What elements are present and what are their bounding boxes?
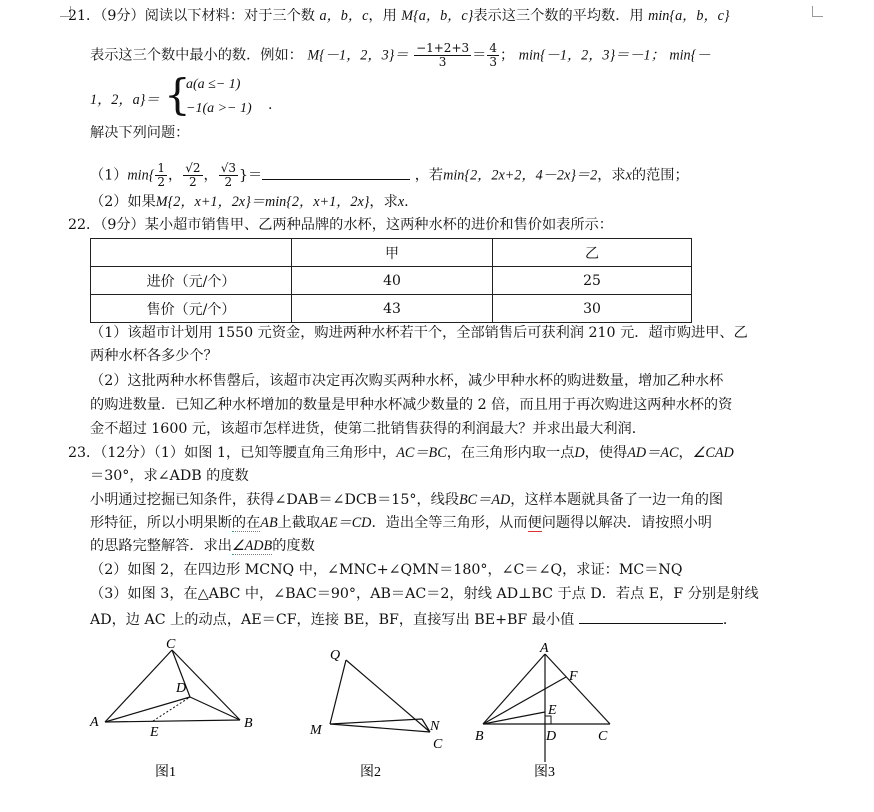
fig1-segment-DB (190, 697, 240, 720)
fig3-label-B: B (475, 729, 484, 744)
table-cell: 40 (292, 267, 493, 295)
fig3-label-E: E (548, 703, 557, 718)
q21-solve: 解决下列问题： (90, 125, 190, 141)
table-cell: 25 (493, 267, 692, 295)
fig2-segment-MQ (330, 660, 346, 724)
table-cell: 进价（元/个） (91, 267, 292, 295)
q23-line7: （3）如图 3，在△ABC 中，∠BAC＝90°，AB＝AC＝2，射线 AD⊥BC 于点 D．若点 E，F 分别是射线 (90, 586, 759, 602)
q22-line1: 22．（9分）某小超市销售甲、乙两种品牌的水杯，这两种水杯的进价和售价如表所示： (68, 217, 613, 233)
q21-part1: （1）min{ $\frac{1}{2}$ ， $\frac{√2}{2}$ ， $\frac{√3}{2}$ }＝ ，若min{2，2x+2，4－2x}＝2，求x的范围； (90, 161, 689, 189)
q23-line6: （2）如图 2，在四边形 MCNQ 中，∠MNC+∠QMN＝180°，∠C＝∠Q，求证：MC＝NQ (90, 562, 683, 578)
table-header-cell: 乙 (493, 239, 692, 267)
fig2-label-Q: Q (330, 648, 341, 663)
fig1-label-E: E (150, 725, 159, 740)
fig2-segment-MC (330, 724, 430, 732)
fig2-label-M: M (310, 723, 322, 738)
q21-ex1-result: $\frac{4}{3}$ (489, 41, 497, 69)
fig1-segment-AC (105, 650, 172, 722)
q21-line3: 1，2，a}＝ (90, 92, 160, 108)
fig2-label-N: N (430, 719, 440, 734)
q21-piecewise-brace: { (164, 70, 191, 119)
q21-line1: 21．（9分）阅读以下材料：对于三个数 a，b，c，用 M{a，b，c}表示这三个数的平均数．用 min{a，b，c} (68, 8, 730, 24)
q22-part2-line1: （2）这批两种水杯售罄后，该超市决定再次购买两种水杯，减少甲种水杯的购进数量，增加乙种水杯 (90, 373, 724, 389)
q23-number: 23． (68, 445, 101, 461)
fig1-caption: 图1 (155, 765, 176, 780)
q22-part2-line2: 的购进数量．已知乙种水杯增加的数量是甲种水杯减少数量的 2 倍，而且用于再次购进这两种水杯的资 (90, 397, 733, 413)
table-row (91, 267, 692, 295)
fig1-dashed-ED (153, 697, 190, 721)
q23-line8: AD，边 AC 上的动点，AE＝CF，连接 BE，BF，直接写出 BE+BF 最小值 ． (90, 609, 737, 629)
fig3-label-C: C (598, 729, 608, 744)
table-header-row (91, 239, 692, 267)
q21-answer-blank[interactable] (262, 165, 410, 180)
fig1-segment-AB (105, 720, 240, 722)
fig1-label-A: A (90, 715, 99, 730)
q22-part1-line2: 两种水杯各多少个？ (90, 348, 218, 364)
fig3-caption: 图3 (534, 765, 555, 780)
q22-number: 22． (68, 217, 101, 233)
q23-line1: 23．（12分）（1）如图 1，已知等腰直角三角形中，AC＝BC，在三角形内取一点D，使得AD＝AC，∠CAD (68, 445, 734, 461)
fig3-label-A: A (540, 641, 549, 656)
q21-case2: −1(a >− 1) (186, 101, 252, 116)
table-header-cell (91, 239, 292, 267)
q23-line3: 小明通过挖掘已知条件，获得∠DAB＝∠DCB＝15°，线段BC＝AD，这样本题就具备了一边一角的图 (90, 492, 724, 508)
q23-answer-blank[interactable] (579, 609, 723, 624)
q21-case1: a(a ≤− 1) (186, 77, 241, 92)
table-row (91, 295, 692, 323)
fig1-label-B: B (244, 716, 253, 731)
fig2-label-C: C (433, 737, 443, 752)
figures-canvas (0, 632, 874, 812)
q22-part2-line3: 金不超过 1600 元，该超市怎样进货，使第二批销售获得的利润最大？并求出最大利润． (90, 421, 646, 437)
figure-1 (89, 637, 253, 780)
q21-line2: 表示这三个数中最小的数．例如： M{－1，2，3}＝ $\frac{-1+2+3}{3}$ ＝ $\frac{4}{3}$ ； min{－1，2，3}＝－1； min{－ (90, 41, 711, 69)
fig1-segment-AD (105, 697, 190, 722)
q23-line4: 形特征，所以小明果断的在AB上截取AE＝CD．造出全等三角形，从而便问题得以解决．请按照小明 (90, 515, 712, 531)
fig2-caption: 图2 (360, 765, 381, 780)
table-header-cell: 甲 (292, 239, 493, 267)
figure-2 (309, 648, 443, 780)
price-table (90, 238, 692, 323)
fig1-label-C: C (166, 637, 176, 652)
q22-part1-line1: （1）该超市计划用 1550 元资金，购进两种水杯若干个，全部销售后可获利润 210 元．超市购进甲、乙 (90, 325, 748, 341)
table-cell: 30 (493, 295, 692, 323)
figure-3 (475, 641, 610, 780)
table-cell: 43 (292, 295, 493, 323)
q23-line2: ＝30°，求∠ADB 的度数 (90, 468, 249, 484)
fig3-label-F: F (569, 669, 578, 684)
fig2-segment-MN (330, 719, 422, 724)
table-cell: 售价（元/个） (91, 295, 292, 323)
fig3-label-D: D (546, 729, 557, 744)
q21-part2: （2）如果M{2，x+1，2x}＝min{2，x+1，2x}，求x. (90, 194, 409, 210)
fig1-label-D: D (176, 681, 187, 696)
q23-line5: 的思路完整解答．求出∠ADB的度数 (90, 538, 315, 554)
page-corner-mark-right (812, 6, 823, 17)
q21-number: 21． (68, 8, 101, 24)
q21-ex1-fraction: $\frac{-1+2+3}{3}$ (416, 41, 470, 69)
